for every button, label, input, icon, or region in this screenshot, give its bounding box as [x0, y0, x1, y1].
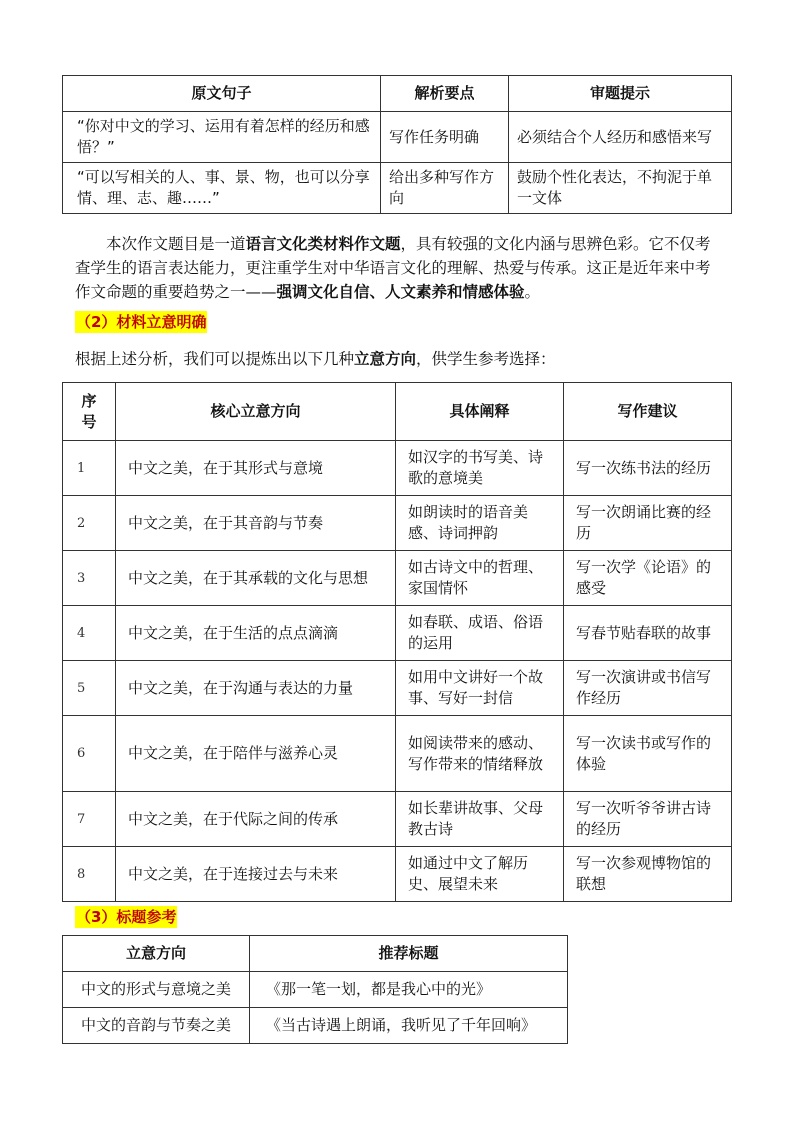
paragraph-text: 本次作文题目是一道 [106, 235, 246, 253]
intro-bold-text: 立意方向 [354, 350, 417, 368]
cell-direction: 中文之美，在于其音韵与节奏 [116, 496, 396, 551]
cell-advice: 写一次朗诵比赛的经历 [564, 496, 732, 551]
paragraph-text: ，具有较强的文化内涵与思辨色彩。它不仅考查学生的语言表达能力，更注重学生对中华语言文化的理解、热爱与传承。这正是近年来中考作文命题的重要趋势之一—— [75, 235, 711, 301]
theme-directions-table [62, 382, 732, 902]
header-direction: 立意方向 [63, 936, 250, 972]
cell-advice: 写春节贴春联的故事 [564, 606, 732, 661]
cell-advice: 写一次练书法的经历 [564, 441, 732, 496]
cell-direction: 中文之美，在于沟通与表达的力量 [116, 661, 396, 716]
cell-analysis: 给出多种写作方向 [381, 163, 509, 214]
analysis-table [62, 75, 732, 214]
cell-number: 7 [63, 792, 116, 847]
table-row [63, 551, 732, 606]
header-explanation: 具体阐释 [396, 383, 564, 441]
table-row [63, 606, 732, 661]
table-header-row [63, 936, 568, 972]
table-row [63, 661, 732, 716]
intro-text: ，供学生参考选择： [416, 350, 556, 368]
cell-hint: 必须结合个人经历和感悟来写 [509, 112, 732, 163]
intro-text: 根据上述分析，我们可以提炼出以下几种 [75, 350, 355, 368]
section-heading-material-theme: （2）材料立意明确 [76, 313, 207, 331]
cell-direction: 中文之美，在于陪伴与滋养心灵 [116, 716, 396, 792]
paragraph-text: 。 [524, 283, 541, 301]
cell-advice: 写一次听爷爷讲古诗的经历 [564, 792, 732, 847]
header-topic-hints: 审题提示 [509, 76, 732, 112]
table-row [63, 792, 732, 847]
cell-direction: 中文的音韵与节奏之美 [63, 1008, 250, 1044]
cell-direction: 中文之美，在于连接过去与未来 [116, 847, 396, 902]
cell-number: 5 [63, 661, 116, 716]
cell-advice: 写一次参观博物馆的联想 [564, 847, 732, 902]
table-row [63, 496, 732, 551]
header-core-direction: 核心立意方向 [116, 383, 396, 441]
table-header-row [63, 383, 732, 441]
table-header-row [63, 76, 732, 112]
cell-explanation: 如春联、成语、俗语的运用 [396, 606, 564, 661]
cell-hint: 鼓励个性化表达，不拘泥于单一文体 [509, 163, 732, 214]
cell-direction: 中文之美，在于代际之间的传承 [116, 792, 396, 847]
cell-explanation: 如汉字的书写美、诗歌的意境美 [396, 441, 564, 496]
cell-number: 8 [63, 847, 116, 902]
cell-explanation: 如长辈讲故事、父母教古诗 [396, 792, 564, 847]
cell-number: 1 [63, 441, 116, 496]
table-row [63, 1008, 568, 1044]
cell-explanation: 如通过中文了解历史、展望未来 [396, 847, 564, 902]
cell-advice: 写一次学《论语》的感受 [564, 551, 732, 606]
cell-direction: 中文之美，在于其形式与意境 [116, 441, 396, 496]
cell-sentence: “可以写相关的人、事、景、物，也可以分享情、理、志、趣……” [63, 163, 381, 214]
cell-sentence: “你对中文的学习、运用有着怎样的经历和感悟？” [63, 112, 381, 163]
cell-direction: 中文之美，在于生活的点点滴滴 [116, 606, 396, 661]
header-analysis-points: 解析要点 [381, 76, 509, 112]
cell-number: 3 [63, 551, 116, 606]
header-writing-advice: 写作建议 [564, 383, 732, 441]
cell-number: 2 [63, 496, 116, 551]
table-row [63, 441, 732, 496]
table-row [63, 847, 732, 902]
paragraph-bold-text: 语言文化类材料作文题 [245, 235, 401, 253]
cell-explanation: 如古诗文中的哲理、家国情怀 [396, 551, 564, 606]
title-reference-table [62, 935, 568, 1044]
cell-title: 《那一笔一划，都是我心中的光》 [250, 972, 568, 1008]
cell-title: 《当古诗遇上朗诵，我听见了千年回响》 [250, 1008, 568, 1044]
table-row [63, 163, 732, 214]
section-intro [75, 347, 556, 371]
cell-number: 4 [63, 606, 116, 661]
cell-explanation: 如阅读带来的感动、写作带来的情绪释放 [396, 716, 564, 792]
cell-direction: 中文之美，在于其承载的文化与思想 [116, 551, 396, 606]
analysis-paragraph [75, 232, 723, 304]
cell-analysis: 写作任务明确 [381, 112, 509, 163]
paragraph-bold-text: 强调文化自信、人文素养和情感体验 [276, 283, 525, 301]
section-heading-title-reference: （3）标题参考 [76, 908, 177, 926]
table-row [63, 972, 568, 1008]
cell-direction: 中文的形式与意境之美 [63, 972, 250, 1008]
header-recommended-title: 推荐标题 [250, 936, 568, 972]
cell-number: 6 [63, 716, 116, 792]
cell-explanation: 如用中文讲好一个故事、写好一封信 [396, 661, 564, 716]
table-row [63, 112, 732, 163]
cell-advice: 写一次读书或写作的体验 [564, 716, 732, 792]
table-row [63, 716, 732, 792]
cell-advice: 写一次演讲或书信写作经历 [564, 661, 732, 716]
cell-explanation: 如朗读时的语音美感、诗词押韵 [396, 496, 564, 551]
header-original-sentence: 原文句子 [63, 76, 381, 112]
header-number: 序号 [63, 383, 116, 441]
